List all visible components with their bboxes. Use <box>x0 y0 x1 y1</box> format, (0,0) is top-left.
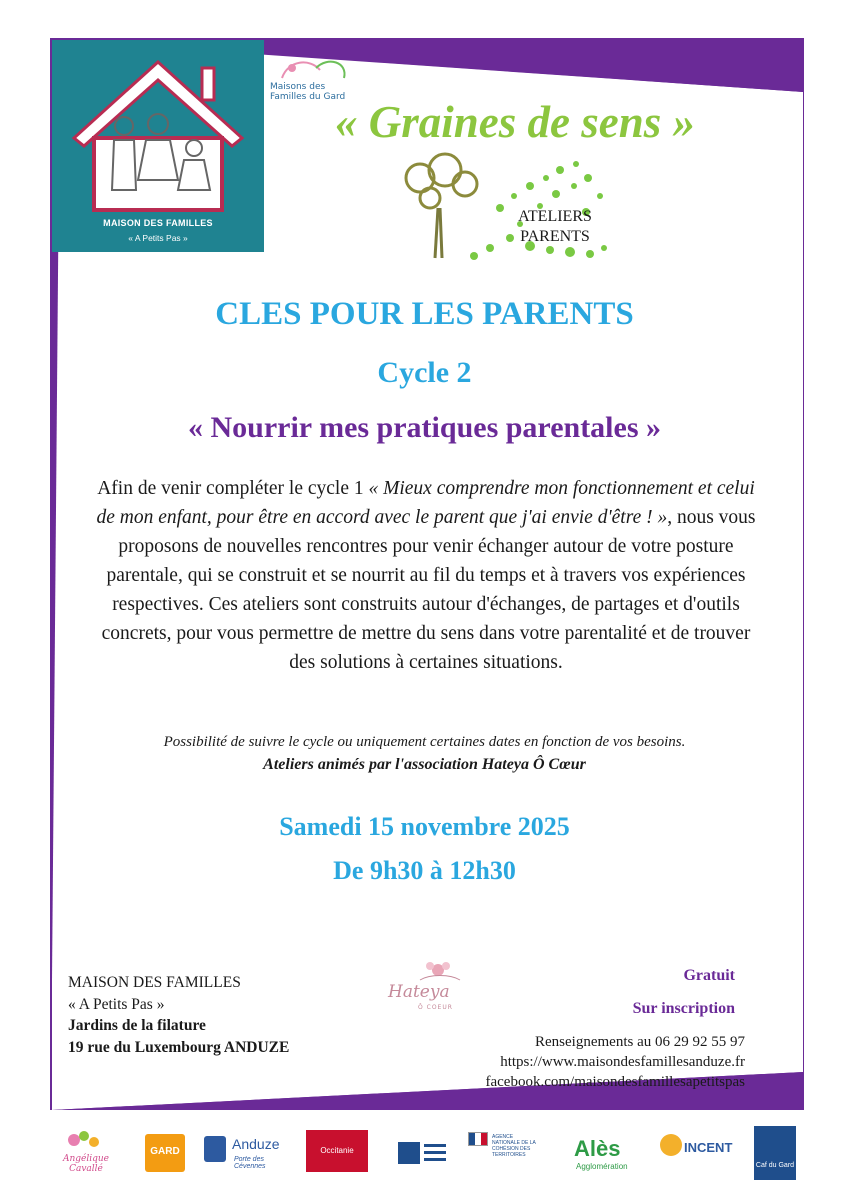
price-label: Gratuit <box>683 967 735 984</box>
network-logo-line1: Maisons des <box>270 82 326 92</box>
sponsor-anct-text: AGENCE NATIONALE DE LA COHÉSION DES TERRITOIRES <box>492 1134 536 1158</box>
event-date: Samedi 15 novembre 2025 <box>279 812 570 841</box>
possibility-note: Possibilité de suivre le cycle ou uniquement certaines dates en fonction de vos besoins. <box>163 734 686 750</box>
sponsor-anct-logo <box>468 1132 538 1176</box>
main-title: « Graines de sens » <box>334 97 696 147</box>
sponsor-strip <box>0 1118 849 1188</box>
registration-label: Sur inscription <box>632 1000 735 1017</box>
address-block <box>68 972 289 1058</box>
sponsor-anduze-logo <box>204 1134 294 1174</box>
logo-brand-line1: MAISON DES FAMILLES <box>103 218 213 228</box>
network-logo-line2: Familles du Gard <box>270 92 346 102</box>
contact-phone: Renseignements au 06 29 92 55 97 <box>535 1034 745 1050</box>
ateliers-line2: PARENTS <box>520 228 590 245</box>
event-time: De 9h30 à 12h30 <box>333 856 516 885</box>
logo-brand-line2: « A Petits Pas » <box>128 233 188 243</box>
address-line4: 19 rue du Luxembourg ANDUZE <box>68 1038 290 1056</box>
sponsor-caf-logo <box>754 1126 796 1180</box>
sponsor-anduze-tagline: Porte des Cévennes <box>234 1156 266 1170</box>
sponsor-gard-logo <box>145 1134 185 1172</box>
ateliers-line1: ATELIERS <box>518 208 592 225</box>
sponsor-occitanie-text: Occitanie <box>320 1146 354 1155</box>
address-line2: « A Petits Pas » <box>68 995 165 1013</box>
animated-by: Ateliers animés par l'association Hateya Ô Cœur <box>263 756 586 773</box>
address-line1: MAISON DES FAMILLES <box>68 974 241 991</box>
hateya-logo <box>380 958 490 1028</box>
description-cycle1-quote: « Mieux comprendre mon fonctionnement et celui de mon enfant, pour être en accord avec le parent que j'ai envie d'être ! » <box>96 478 755 528</box>
sponsor-angelique-cavalle-logo <box>58 1126 114 1178</box>
description-rest: , nous vous proposons de nouvelles rencontres pour venir échanger autour de votre posture parentale, qui se construit et se nourrit au fil du temps et à travers vos expériences respectives. Ces ateliers sont construits autour d'échanges, de partages et d'outils concrets, pour vous permettre de mettre du sens dans votre parentalité et de trouver des solutions à certaines situations. <box>101 507 756 673</box>
contact-website[interactable]: https://www.maisondesfamillesanduze.fr <box>500 1054 745 1070</box>
description-paragraph <box>96 474 756 677</box>
contact-facebook[interactable]: facebook.com/maisondesfamillesapetitspas <box>485 1074 745 1090</box>
ateliers-parents-label <box>505 207 605 247</box>
sponsor-ales-name: Alès <box>574 1136 621 1161</box>
address-line3: Jardins de la filature <box>68 1017 206 1034</box>
sponsor-ales-logo <box>574 1136 638 1176</box>
heading-cycle: Cycle 2 <box>377 356 472 389</box>
sponsor-gard-text: GARD <box>150 1146 180 1157</box>
sponsor-angelique-cavalle-text: Angélique Cavallé <box>62 1154 110 1174</box>
sponsor-ales-tagline: Agglomération <box>576 1162 628 1171</box>
hateya-sub: Ô COEUR <box>418 1004 453 1011</box>
sponsor-vincent-logo <box>660 1134 732 1174</box>
sponsor-vincent-text: INCENT <box>684 1140 733 1155</box>
contact-block <box>485 1032 745 1092</box>
sponsor-occitanie-logo <box>306 1130 368 1172</box>
heading-cles: CLES POUR LES PARENTS <box>215 296 634 332</box>
heading-nourrir: « Nourrir mes pratiques parentales » <box>187 411 662 444</box>
hateya-name: Hateya <box>388 982 450 1002</box>
sponsor-msa-logo <box>398 1142 448 1168</box>
maison-familles-logo <box>52 40 264 252</box>
description-start: Afin de venir compléter le cycle 1 <box>97 478 369 499</box>
sponsor-caf-text: Caf du Gard <box>755 1162 795 1169</box>
sponsor-anduze-name: Anduze <box>232 1136 280 1152</box>
